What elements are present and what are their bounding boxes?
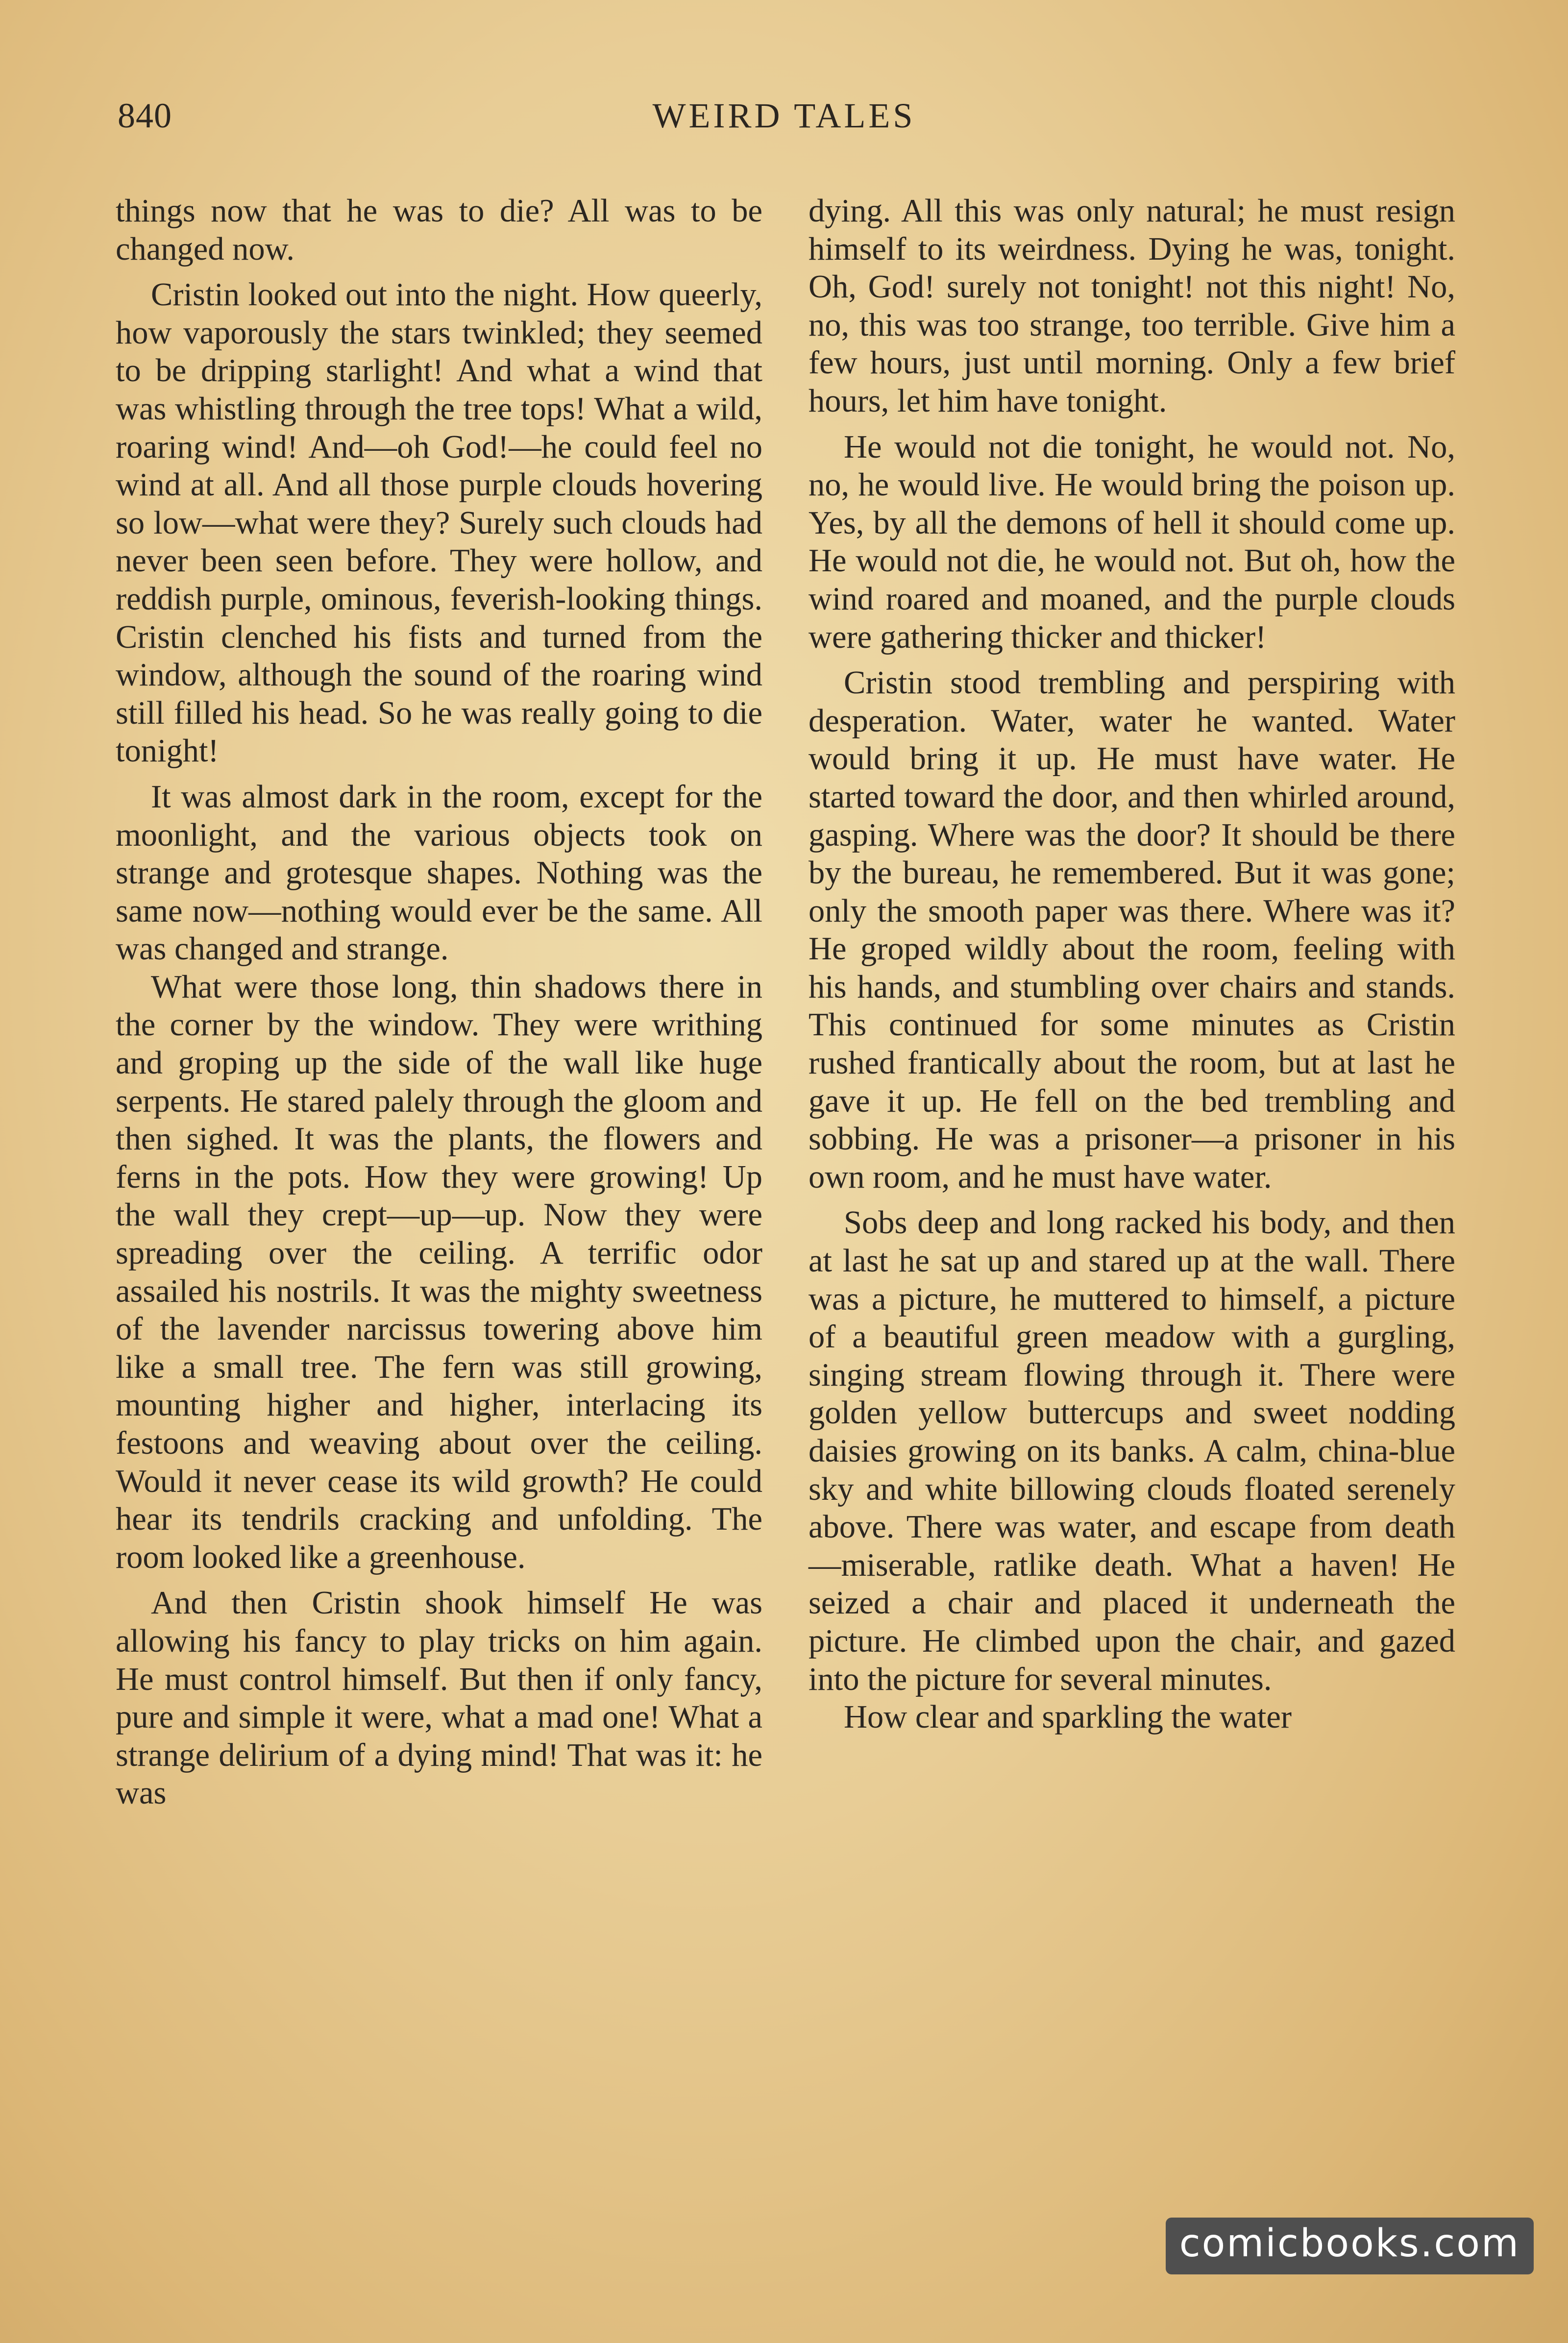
- watermark-badge: comicbooks.com: [1166, 2218, 1534, 2274]
- page-number: 840: [118, 96, 172, 135]
- paragraph: Cristin stood trembling and perspiring with desperation. Water, water he wanted. Water would bring it up. He must have water. He started toward the door, and then whirled around, gasping. Where was the door? It should be there by the bureau, he remembered. But it was gone; only the smooth paper was there. Where was it? He groped wildly about the room, feeling with his hands, and stumbling over chairs and stands. This continued for some minutes as Cristin rushed frantically about the room, but at last he gave it up. He fell on the bed trembling and sobbing. He was a prisoner—a prisoner in his own room, and he must have water.: [808, 665, 1455, 1195]
- paragraph: And then Cristin shook himself He was allowing his fancy to play tricks on him again. He must control himself. But then if only fancy, pure and simple it were, what a mad one! What a strange delirium of a dying mind! That was it: he was: [116, 1585, 762, 1811]
- paragraph: Cristin looked out into the night. How queerly, how vaporously the stars twinkled; they seemed to be dripping starlight! And what a wind that was whistling through the tree tops! What a wild, roaring wind! And—oh God!—he could feel no wind at all. And all those purple clouds hovering so low—what were they? Surely such clouds had never been seen before. They were hollow, and reddish purple, ominous, feverish-looking things. Cristin clenched his fists and turned from the window, although the sound of the roaring wind still filled his head. So he was really going to die tonight!: [116, 277, 762, 769]
- paragraph: things now that he was to die? All was to be changed now.: [116, 193, 762, 267]
- page-header: [118, 96, 1450, 149]
- running-head: WEIRD TALES: [652, 96, 916, 135]
- paragraph: It was almost dark in the room, except for the moonlight, and the various objects took on strange and grotesque shapes. Nothing was the same now—nothing would ever be the same. All was changed and strange.: [116, 779, 762, 967]
- left-column: [116, 192, 762, 1812]
- paragraph: dying. All this was only natural; he must resign himself to its weirdness. Dying he was, tonight. Oh, God! surely not tonight! not this night! No, no, this was too strange, too terrible. Give him a few hours, just until morning. Only a few brief hours, let him have tonight.: [808, 193, 1455, 419]
- paragraph: Sobs deep and long racked his body, and then at last he sat up and stared up at the wall. There was a picture, he muttered to himself, a picture of a beautiful green meadow with a gurgling, singing stream flowing through it. There were golden yellow buttercups and sweet nodding daisies growing on its banks. A calm, china-blue sky and white billowing clouds floated serenely above. There was water, and escape from death—miserable, ratlike death. What a haven! He seized a chair and placed it underneath the picture. He climbed upon the chair, and gazed into the picture for several minutes.: [808, 1205, 1455, 1697]
- paragraph: How clear and sparkling the water: [844, 1699, 1292, 1735]
- right-column: [808, 192, 1455, 1736]
- paragraph: What were those long, thin shadows there in the corner by the window. They were writhing and groping up the side of the wall like huge serpents. He stared palely through the gloom and then sighed. It was the plants, the flowers and ferns in the pots. How they were growing! Up the wall they crept—up—up. Now they were spreading over the ceiling. A terrific odor assailed his nostrils. It was the mighty sweetness of the lavender narcissus towering above him like a small tree. The fern was still growing, mounting higher and higher, interlacing its festoons and weaving about over the ceiling. Would it never cease its wild growth? He could hear its tendrils cracking and unfolding. The room looked like a greenhouse.: [116, 969, 762, 1575]
- paragraph: He would not die tonight, he would not. No, no, he would live. He would bring the poison up. Yes, by all the demons of hell it should come up. He would not die, he would not. But oh, how the wind roared and moaned, and the purple clouds were gathering thicker and thicker!: [808, 429, 1455, 655]
